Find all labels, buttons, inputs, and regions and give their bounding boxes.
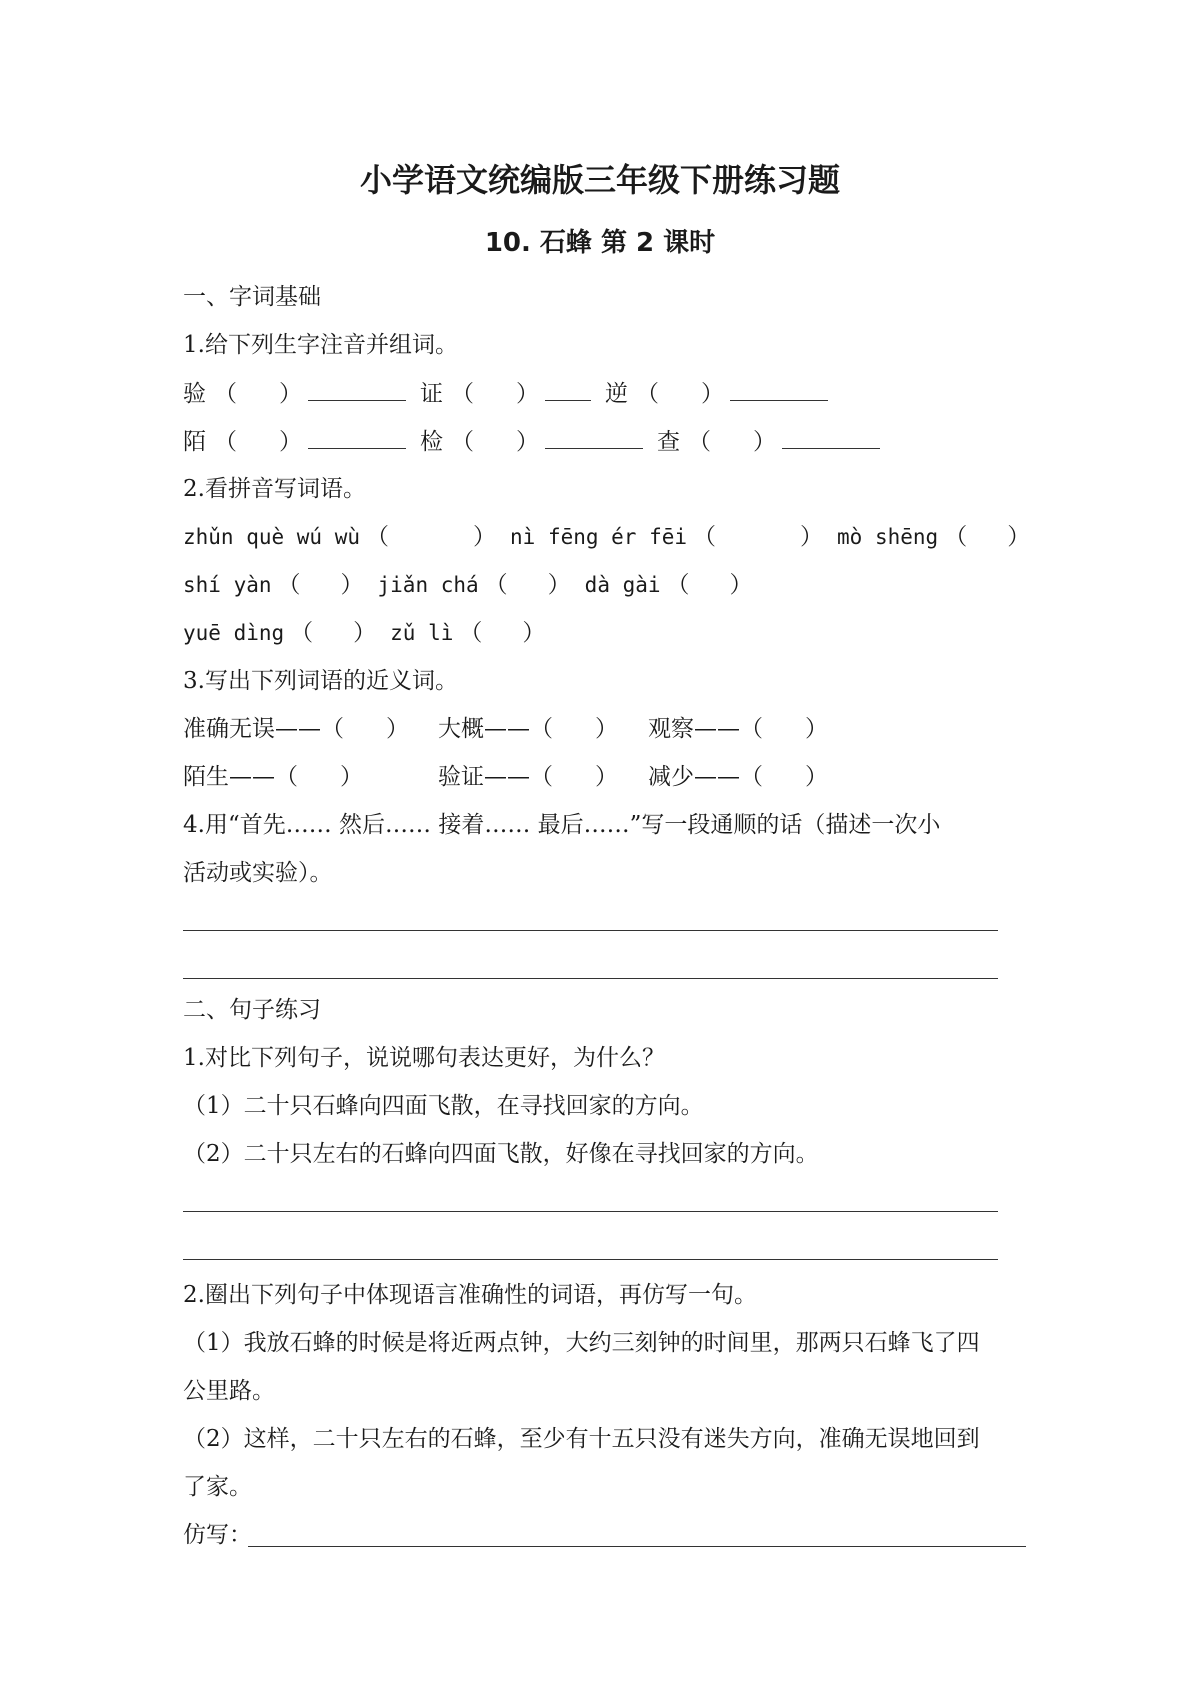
s2-q1-prompt: 1.对比下列句子，说说哪句表达更好，为什么？ — [183, 1045, 665, 1071]
synonym-word: 准确无误 — [183, 716, 275, 742]
page-title: 小学语文统编版三年级下册练习题 — [359, 161, 840, 199]
synonym-word: 大概 — [438, 716, 484, 742]
pinyin-item: zǔ lì — [390, 621, 454, 645]
q2-row-1: zhǔn què wú wù （ ） nì fēng ér fēi （ ） mò shēng （ ） — [183, 524, 1031, 550]
s2-q2-sentence-1-line-1: （1）我放石蜂的时候是将近两点钟，大约三刻钟的时间里，那两只石蜂飞了四 — [183, 1330, 980, 1356]
s2-q1-sentence-2: （2）二十只左右的石蜂向四面飞散，好像在寻找回家的方向。 — [183, 1141, 819, 1167]
char-ni: 逆 — [605, 381, 628, 407]
word-blank[interactable] — [782, 426, 880, 449]
s2-q2-sentence-2-line-1: （2）这样，二十只左右的石蜂，至少有十五只没有迷失方向，准确无误地回到 — [183, 1426, 980, 1452]
s2-q2-prompt: 2.圈出下列句子中体现语言准确性的词语，再仿写一句。 — [183, 1282, 757, 1308]
synonym-word: 减少 — [648, 764, 694, 790]
s2-q1-sentence-1: （1）二十只石蜂向四面飞散，在寻找回家的方向。 — [183, 1093, 704, 1119]
q3-row-1: 准确无误——（ ） 大概——（ ） 观察——（ ） — [183, 716, 828, 742]
q4-prompt-line-2: 活动或实验）。 — [183, 860, 333, 886]
pinyin-item: nì fēng ér fēi — [510, 525, 688, 549]
lesson-subtitle: 10. 石蜂 第 2 课时 — [484, 228, 716, 258]
char-cha: 查 — [657, 429, 680, 455]
pinyin-item: yuē dìng — [183, 621, 285, 645]
char-yan: 验 — [183, 381, 206, 407]
word-blank[interactable] — [308, 378, 406, 401]
word-blank[interactable] — [545, 378, 591, 401]
s2-q2-sentence-1-line-2: 公里路。 — [183, 1378, 275, 1404]
answer-line[interactable] — [183, 978, 998, 979]
s2-q2-sentence-2-line-2: 了家。 — [183, 1474, 252, 1500]
char-jian: 检 — [420, 429, 443, 455]
pinyin-item: zhǔn què wú wù — [183, 525, 361, 549]
word-blank[interactable] — [308, 426, 406, 449]
pinyin-item: mò shēng — [837, 525, 939, 549]
synonym-word: 陌生 — [183, 764, 229, 790]
q2-row-2: shí yàn （ ） jiǎn chá （ ） dà gài （ ） — [183, 572, 753, 598]
q2-prompt: 2.看拼音写词语。 — [183, 476, 366, 502]
pinyin-item: dà gài — [584, 573, 661, 597]
answer-line[interactable] — [183, 1259, 998, 1260]
char-mo: 陌 — [183, 429, 206, 455]
answer-line[interactable] — [183, 1211, 998, 1212]
answer-line[interactable] — [183, 930, 998, 931]
char-zheng: 证 — [420, 381, 443, 407]
imitate-answer-line[interactable] — [248, 1546, 1026, 1547]
q2-row-3: yuē dìng （ ） zǔ lì （ ） — [183, 620, 546, 646]
imitate-label: 仿写： — [183, 1522, 252, 1548]
pinyin-item: shí yàn — [183, 573, 272, 597]
q1-row-1: 验 （ ） 证 （ ） 逆 （ ） — [183, 378, 828, 409]
q3-row-2: 陌生——（ ） 验证——（ ） 减少——（ ） — [183, 764, 828, 790]
pinyin-item: jiǎn chá — [377, 573, 479, 597]
synonym-word: 验证 — [438, 764, 484, 790]
q1-row-2: 陌 （ ） 检 （ ） 查 （ ） — [183, 426, 880, 457]
q4-prompt-line-1: 4.用“首先…… 然后…… 接着…… 最后……”写一段通顺的话（描述一次小 — [183, 812, 941, 838]
section-heading-1: 一、字词基础 — [183, 284, 321, 310]
word-blank[interactable] — [545, 426, 643, 449]
q3-prompt: 3.写出下列词语的近义词。 — [183, 668, 458, 694]
synonym-word: 观察 — [648, 716, 694, 742]
section-heading-2: 二、句子练习 — [183, 997, 321, 1023]
word-blank[interactable] — [730, 378, 828, 401]
q1-prompt: 1.给下列生字注音并组词。 — [183, 332, 458, 358]
